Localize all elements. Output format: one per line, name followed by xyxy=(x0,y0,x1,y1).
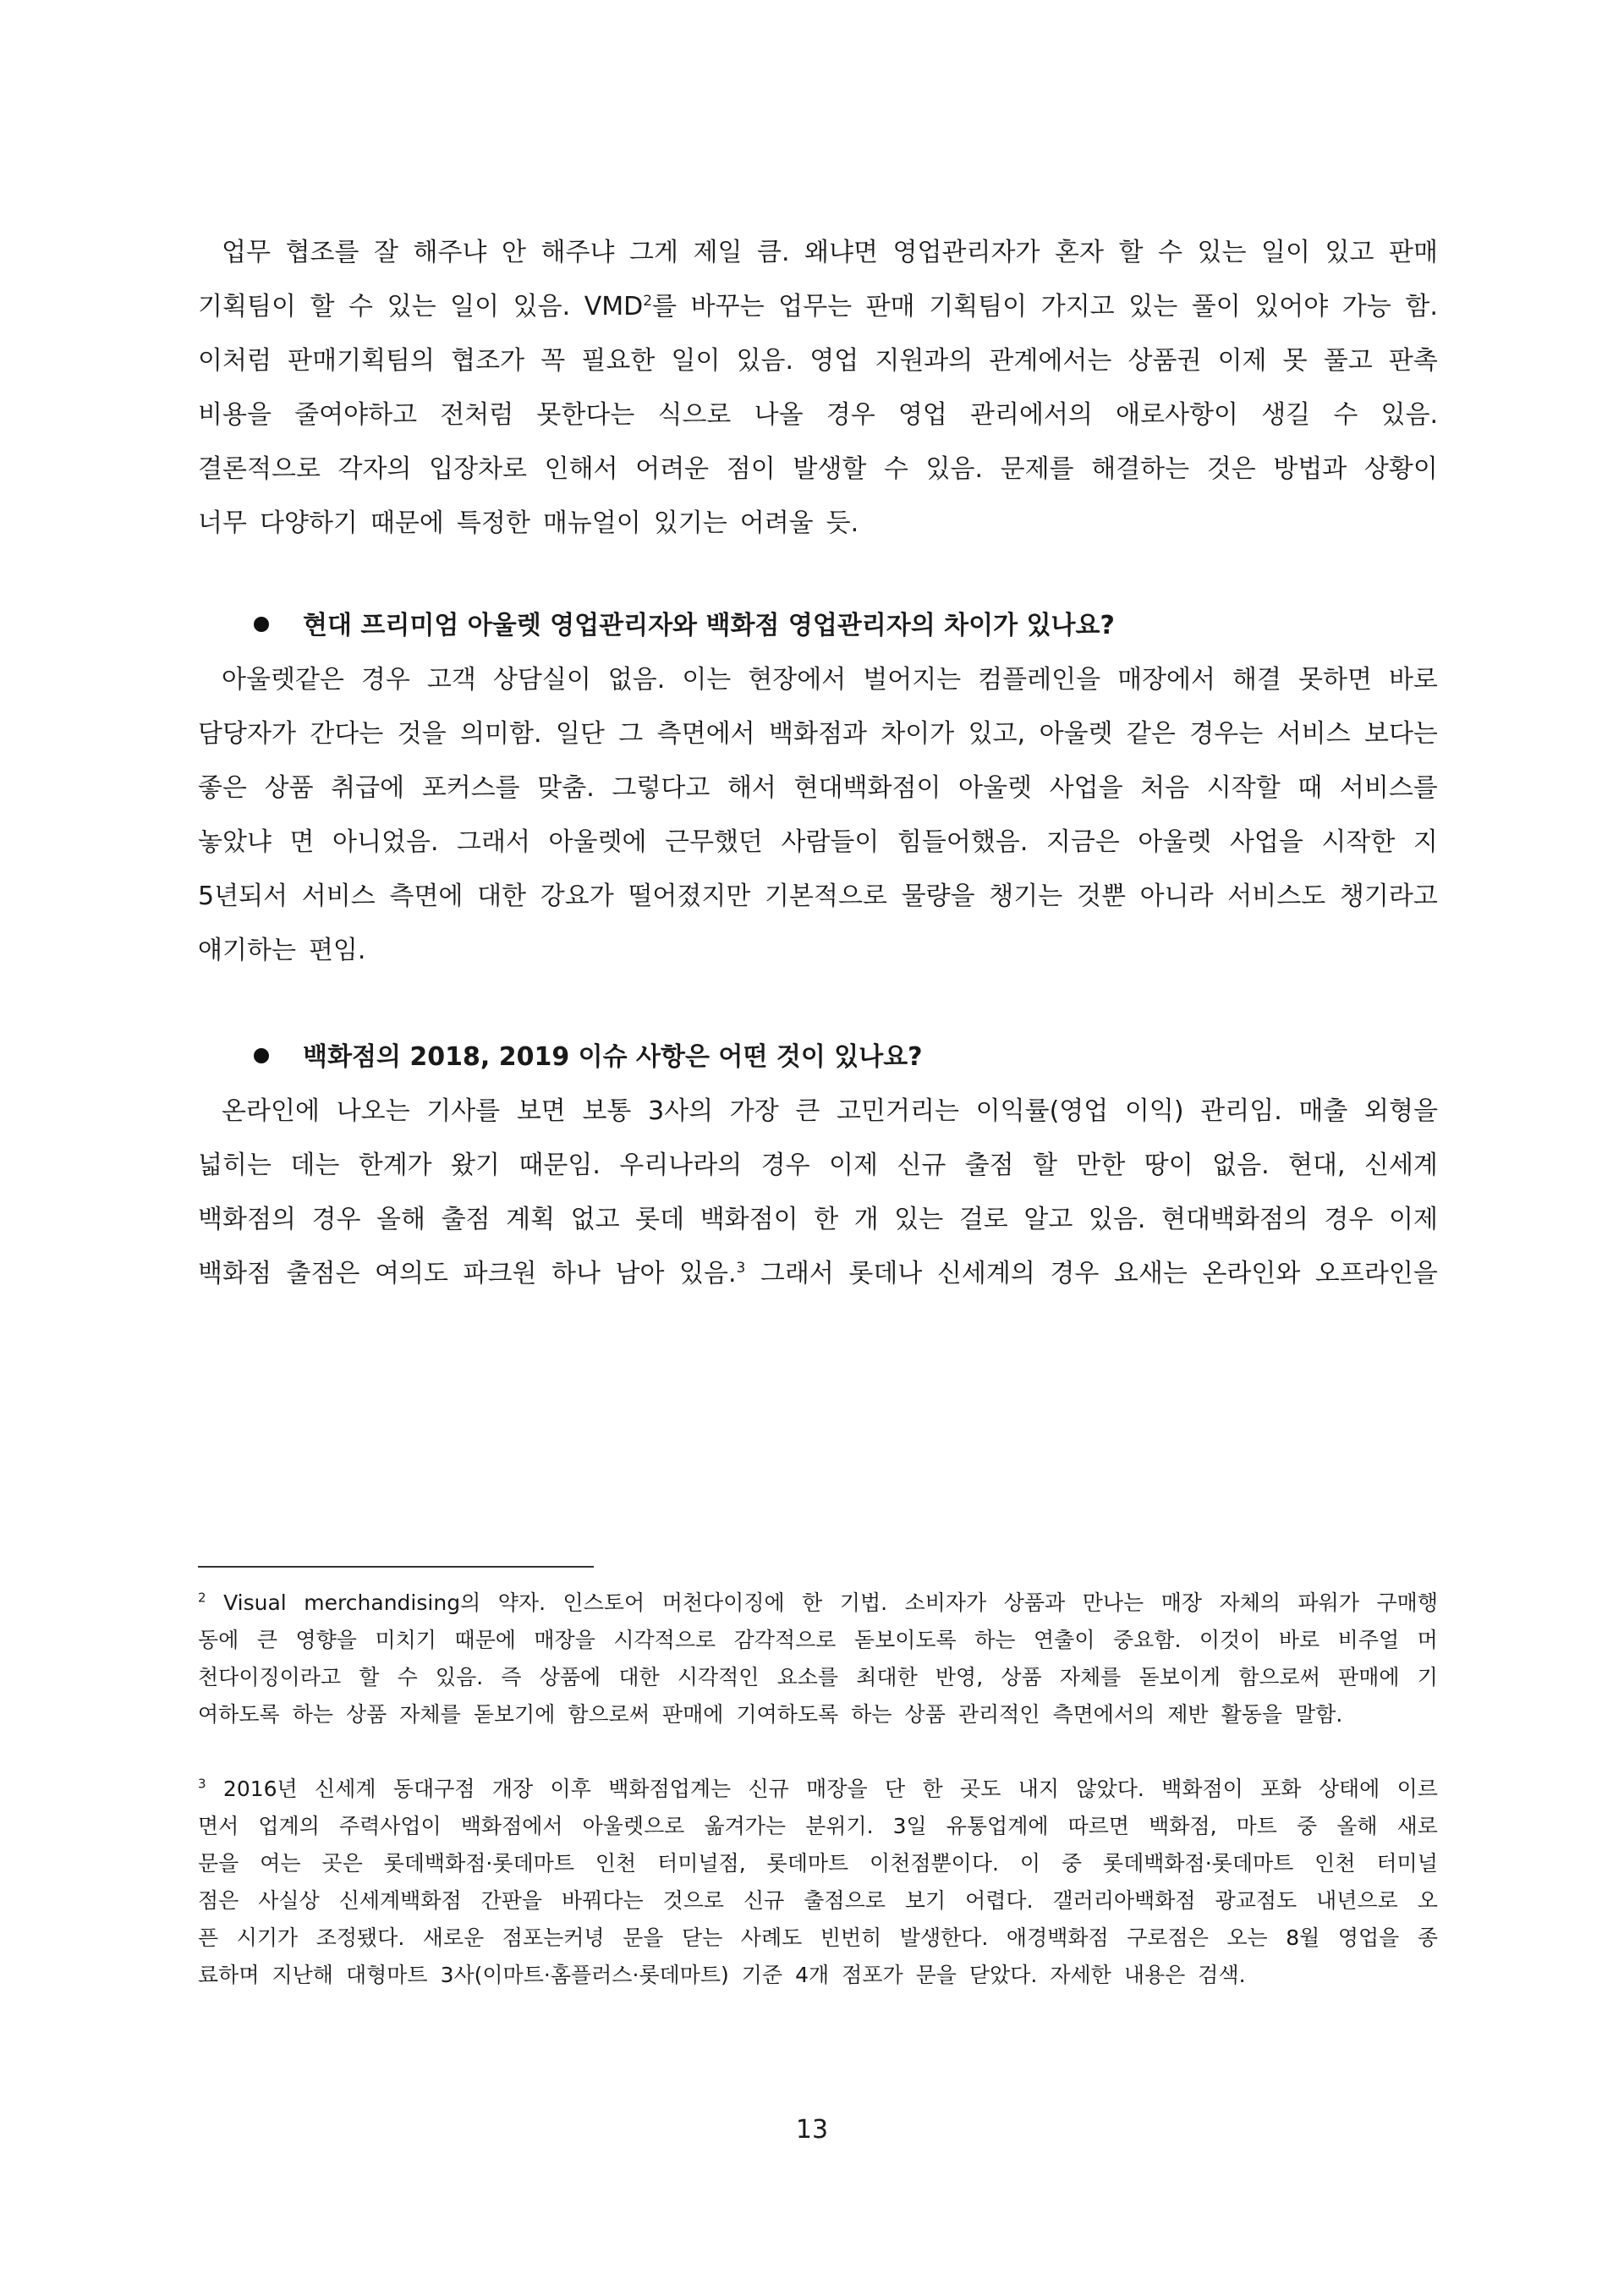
text-line: 아울렛같은 경우 고객 상담실이 없음. 이는 현장에서 벌어지는 컴플레인을 매장에서 해결 못하면 바로 xyxy=(222,665,1438,695)
text-line: 온라인에 나오는 기사를 보면 보통 3사의 가장 큰 고민거리는 이익률(영업 이익) 관리임. 매출 외형을 xyxy=(222,1096,1438,1126)
text-line: 비용을 줄여야하고 전처럼 못한다는 식으로 나올 경우 영업 관리에서의 애로사항이 생길 수 있음. xyxy=(198,400,1438,430)
bullet-icon xyxy=(254,1048,269,1063)
text-line: 결론적으로 각자의 입장차로 인해서 어려운 점이 발생할 수 있음. 문제를 해결하는 것은 방법과 상황이 xyxy=(198,454,1438,484)
heading-1-text: 현대 프리미엄 아울렛 영업관리자와 백화점 영업관리자의 차이가 있나요? xyxy=(303,611,1115,640)
text-line: 동에 큰 영향을 미치기 때문에 매장을 시각적으로 감각적으로 돋보이도록 하는 연출이 중요함. 이것이 바로 비주얼 머 xyxy=(198,1628,1438,1652)
bullet-icon xyxy=(254,617,269,632)
text-line: 백화점 출점은 여의도 파크원 하나 남아 있음.$^3$ 그래서 롯데나 신세계의 경우 요새는 온라인와 오프라인을 xyxy=(198,1259,1438,1288)
page-number: 13 xyxy=(795,2115,829,2145)
text-line: 담당자가 간다는 것을 의미함. 일단 그 측면에서 백화점과 차이가 있고, 아울렛 같은 경우는 서비스 보다는 xyxy=(198,719,1438,749)
text-line: 업무 협조를 잘 해주냐 안 해주냐 그게 제일 큼. 왜냐면 영업관리자가 혼자 할 수 있는 일이 있고 판매 xyxy=(222,238,1438,267)
text-line: 기획팀이 할 수 있는 일이 있음. VMD$^2$를 바꾸는 업무는 판매 기획팀이 가지고 있는 풀이 있어야 가능 함. xyxy=(198,292,1438,321)
footnote-2 xyxy=(198,1585,1438,1733)
text-line: 여하도록 하는 상품 자체를 돋보기에 함으로써 판매에 기여하도록 하는 상품 관리적인 측면에서의 제반 활동을 말함. xyxy=(198,1702,1343,1727)
text-line: 너무 다양하기 때문에 특정한 매뉴얼이 있기는 어려울 듯. xyxy=(198,508,859,538)
heading-2-text: 백화점의 2018, 2019 이슈 사항은 어떤 것이 있나요? xyxy=(303,1042,923,1072)
text-line: $^2$ Visual merchandising의 약자. 인스토어 머천다이징에 한 기법. 소비자가 상품과 만나는 매장 자체의 파워가 구매행 xyxy=(198,1590,1438,1615)
text-line: 5년되서 서비스 측면에 대한 강요가 떨어졌지만 기본적으로 물량을 챙기는 것뿐 아니라 서비스도 챙기라고 xyxy=(198,882,1438,911)
text-line: 문을 여는 곳은 롯데백화점·롯데마트 인천 터미널점, 롯데마트 이천점뿐이다. 이 중 롯데백화점·롯데마트 인천 터미널 xyxy=(198,1851,1438,1876)
text-line: 천다이징이라고 할 수 있음. 즉 상품에 대한 시각적인 요소를 최대한 반영, 상품 자체를 돋보이게 함으로써 판매에 기 xyxy=(198,1665,1438,1689)
text-line: 점은 사실상 신세계백화점 간판을 바꿔다는 것으로 신규 출점으로 보기 어렵다. 갤러리아백화점 광교점도 내년으로 오 xyxy=(198,1888,1438,1913)
heading-1 xyxy=(254,599,1115,653)
text-line: 백화점의 경우 올해 출점 계획 없고 롯데 백화점이 한 개 있는 걸로 알고 있음. 현대백화점의 경우 이제 xyxy=(198,1205,1438,1234)
text-line: 이처럼 판매기획팀의 협조가 꼭 필요한 일이 있음. 영업 지원과의 관계에서는 상품권 이제 못 풀고 판촉 xyxy=(198,346,1438,376)
footnote-separator xyxy=(198,1566,594,1568)
text-line: 좋은 상품 취급에 포커스를 맞춤. 그렇다고 해서 현대백화점이 아울렛 사업을 처음 시작할 때 서비스를 xyxy=(198,773,1438,803)
paragraph-1 xyxy=(198,226,1438,551)
footnote-3 xyxy=(198,1771,1438,1994)
paragraph-3 xyxy=(198,1085,1438,1301)
text-line: 넓히는 데는 한계가 왔기 때문임. 우리나라의 경우 이제 신규 출점 할 만한 땅이 없음. 현대, 신세계 xyxy=(198,1151,1438,1180)
heading-2 xyxy=(254,1030,923,1085)
text-line: $^3$ 2016년 신세계 동대구점 개장 이후 백화점업계는 신규 매장을 단 한 곳도 내지 않았다. 백화점이 포화 상태에 이르 xyxy=(198,1776,1438,1801)
text-line: 픈 시기가 조정됐다. 새로운 점포는커녕 문을 닫는 사례도 빈번히 발생한다. 애경백화점 구로점은 오는 8월 영업을 종 xyxy=(198,1925,1438,1950)
text-line: 놓았냐 면 아니었음. 그래서 아울렛에 근무했던 사람들이 힘들어했음. 지금은 아울렛 사업을 시작한 지 xyxy=(198,827,1438,857)
text-line: 얘기하는 편임. xyxy=(198,936,366,965)
paragraph-2 xyxy=(198,653,1438,978)
text-line: 면서 업계의 주력사업이 백화점에서 아울렛으로 옮겨가는 분위기. 3일 유통업계에 따르면 백화점, 마트 중 올해 새로 xyxy=(198,1814,1438,1838)
text-line: 료하며 지난해 대형마트 3사(이마트·홈플러스·롯데마트) 기준 4개 점포가 문을 닫았다. 자세한 내용은 검색. xyxy=(198,1963,1246,1987)
